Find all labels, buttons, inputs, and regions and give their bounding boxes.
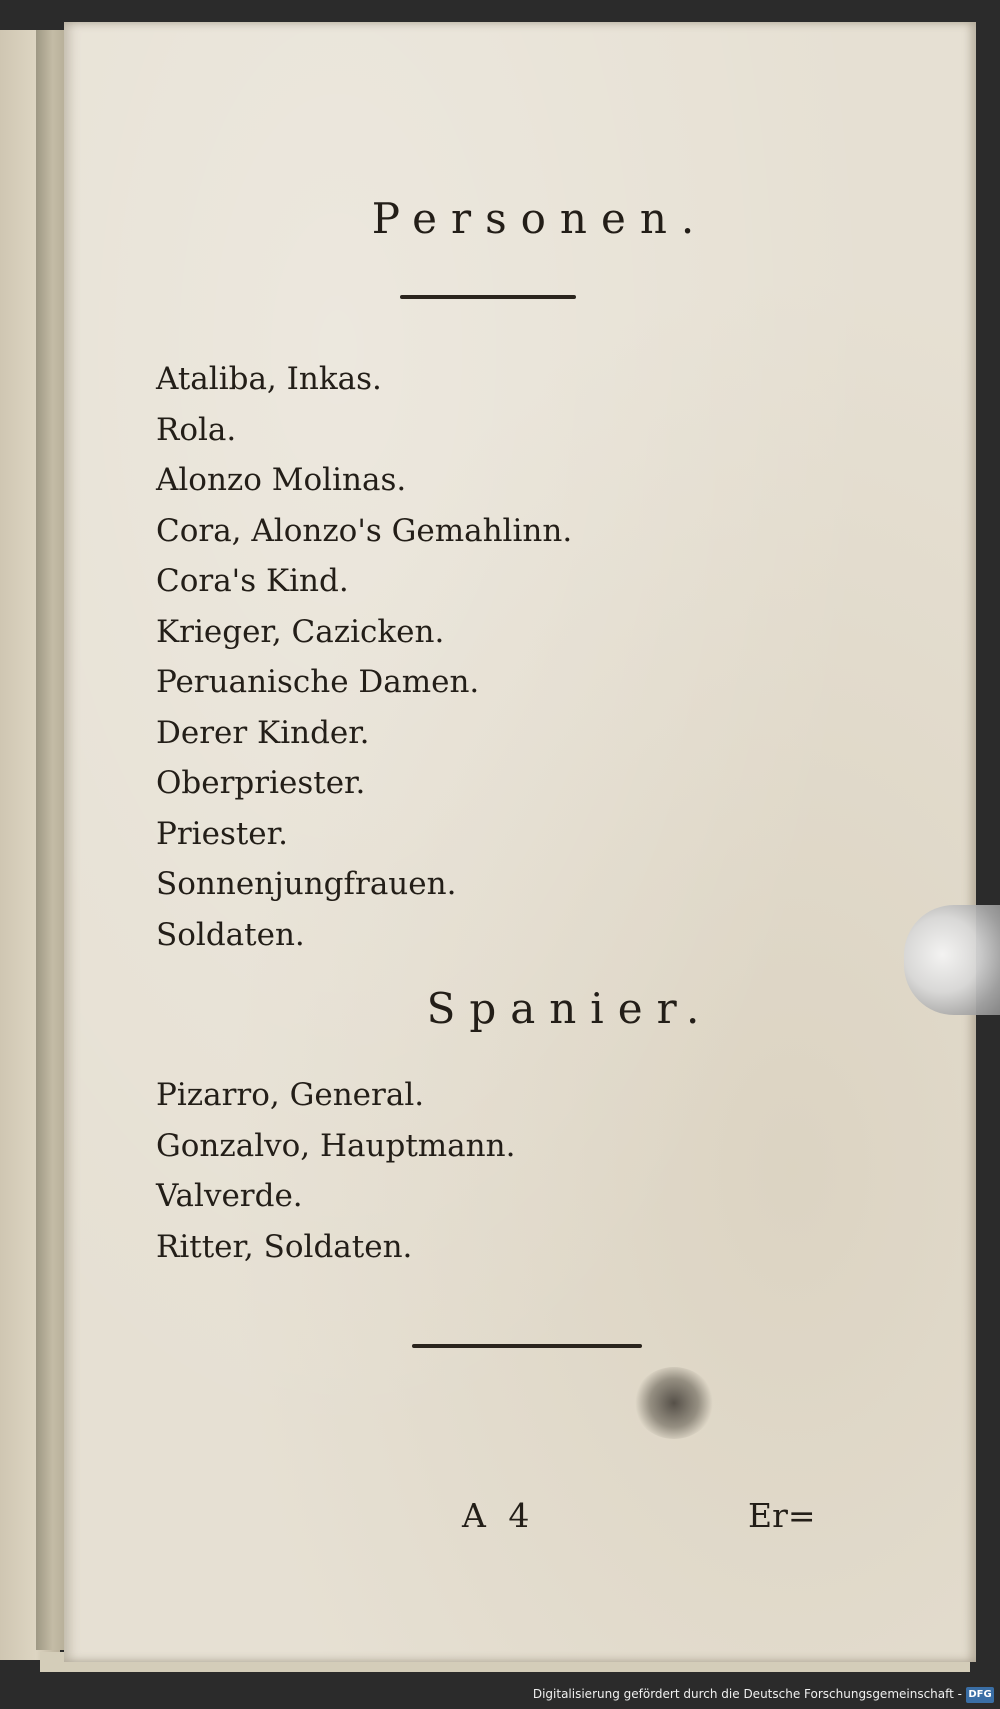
page-clip — [904, 905, 1000, 1015]
digitization-credit: Digitalisierung gefördert durch die Deutsche Forschungsgemeinschaft - — [532, 1687, 962, 1701]
cast-item: Soldaten. — [156, 916, 305, 953]
cast-item: Krieger, Cazicken. — [156, 613, 445, 650]
section-subheading: Spanier. — [426, 984, 714, 1033]
cast-item: Ataliba, Inkas. — [156, 361, 382, 397]
cast-item: Derer Kinder. — [156, 714, 370, 751]
cast-item: Priester. — [156, 815, 288, 852]
cast-item: Cora, Alonzo's Gemahlinn. — [156, 512, 573, 549]
cast-item: Alonzo Molinas. — [156, 462, 407, 498]
cast-list — [156, 354, 572, 960]
cast-item: Cora's Kind. — [156, 563, 349, 599]
cast-item: Ritter, Soldaten. — [156, 1228, 413, 1265]
catchword: Er= — [748, 1496, 816, 1535]
signature-mark: A 4 — [462, 1496, 536, 1535]
ink-stain — [634, 1367, 714, 1439]
cast-item: Oberpriester. — [156, 765, 366, 801]
cast-item: Pizarro, General. — [156, 1077, 425, 1113]
book-page — [64, 22, 976, 1662]
spanish-cast-list — [156, 1070, 515, 1272]
bottom-rule — [412, 1344, 642, 1348]
cast-item: Gonzalvo, Hauptmann. — [156, 1127, 516, 1164]
dfg-logo: DFG — [966, 1687, 994, 1703]
cast-item: Peruanische Damen. — [156, 664, 480, 700]
page-heading: Personen. — [371, 194, 709, 243]
cast-item: Rola. — [156, 411, 237, 448]
cast-item: Sonnenjungfrauen. — [156, 866, 457, 902]
cast-item: Valverde. — [156, 1178, 303, 1214]
top-rule — [400, 295, 576, 299]
